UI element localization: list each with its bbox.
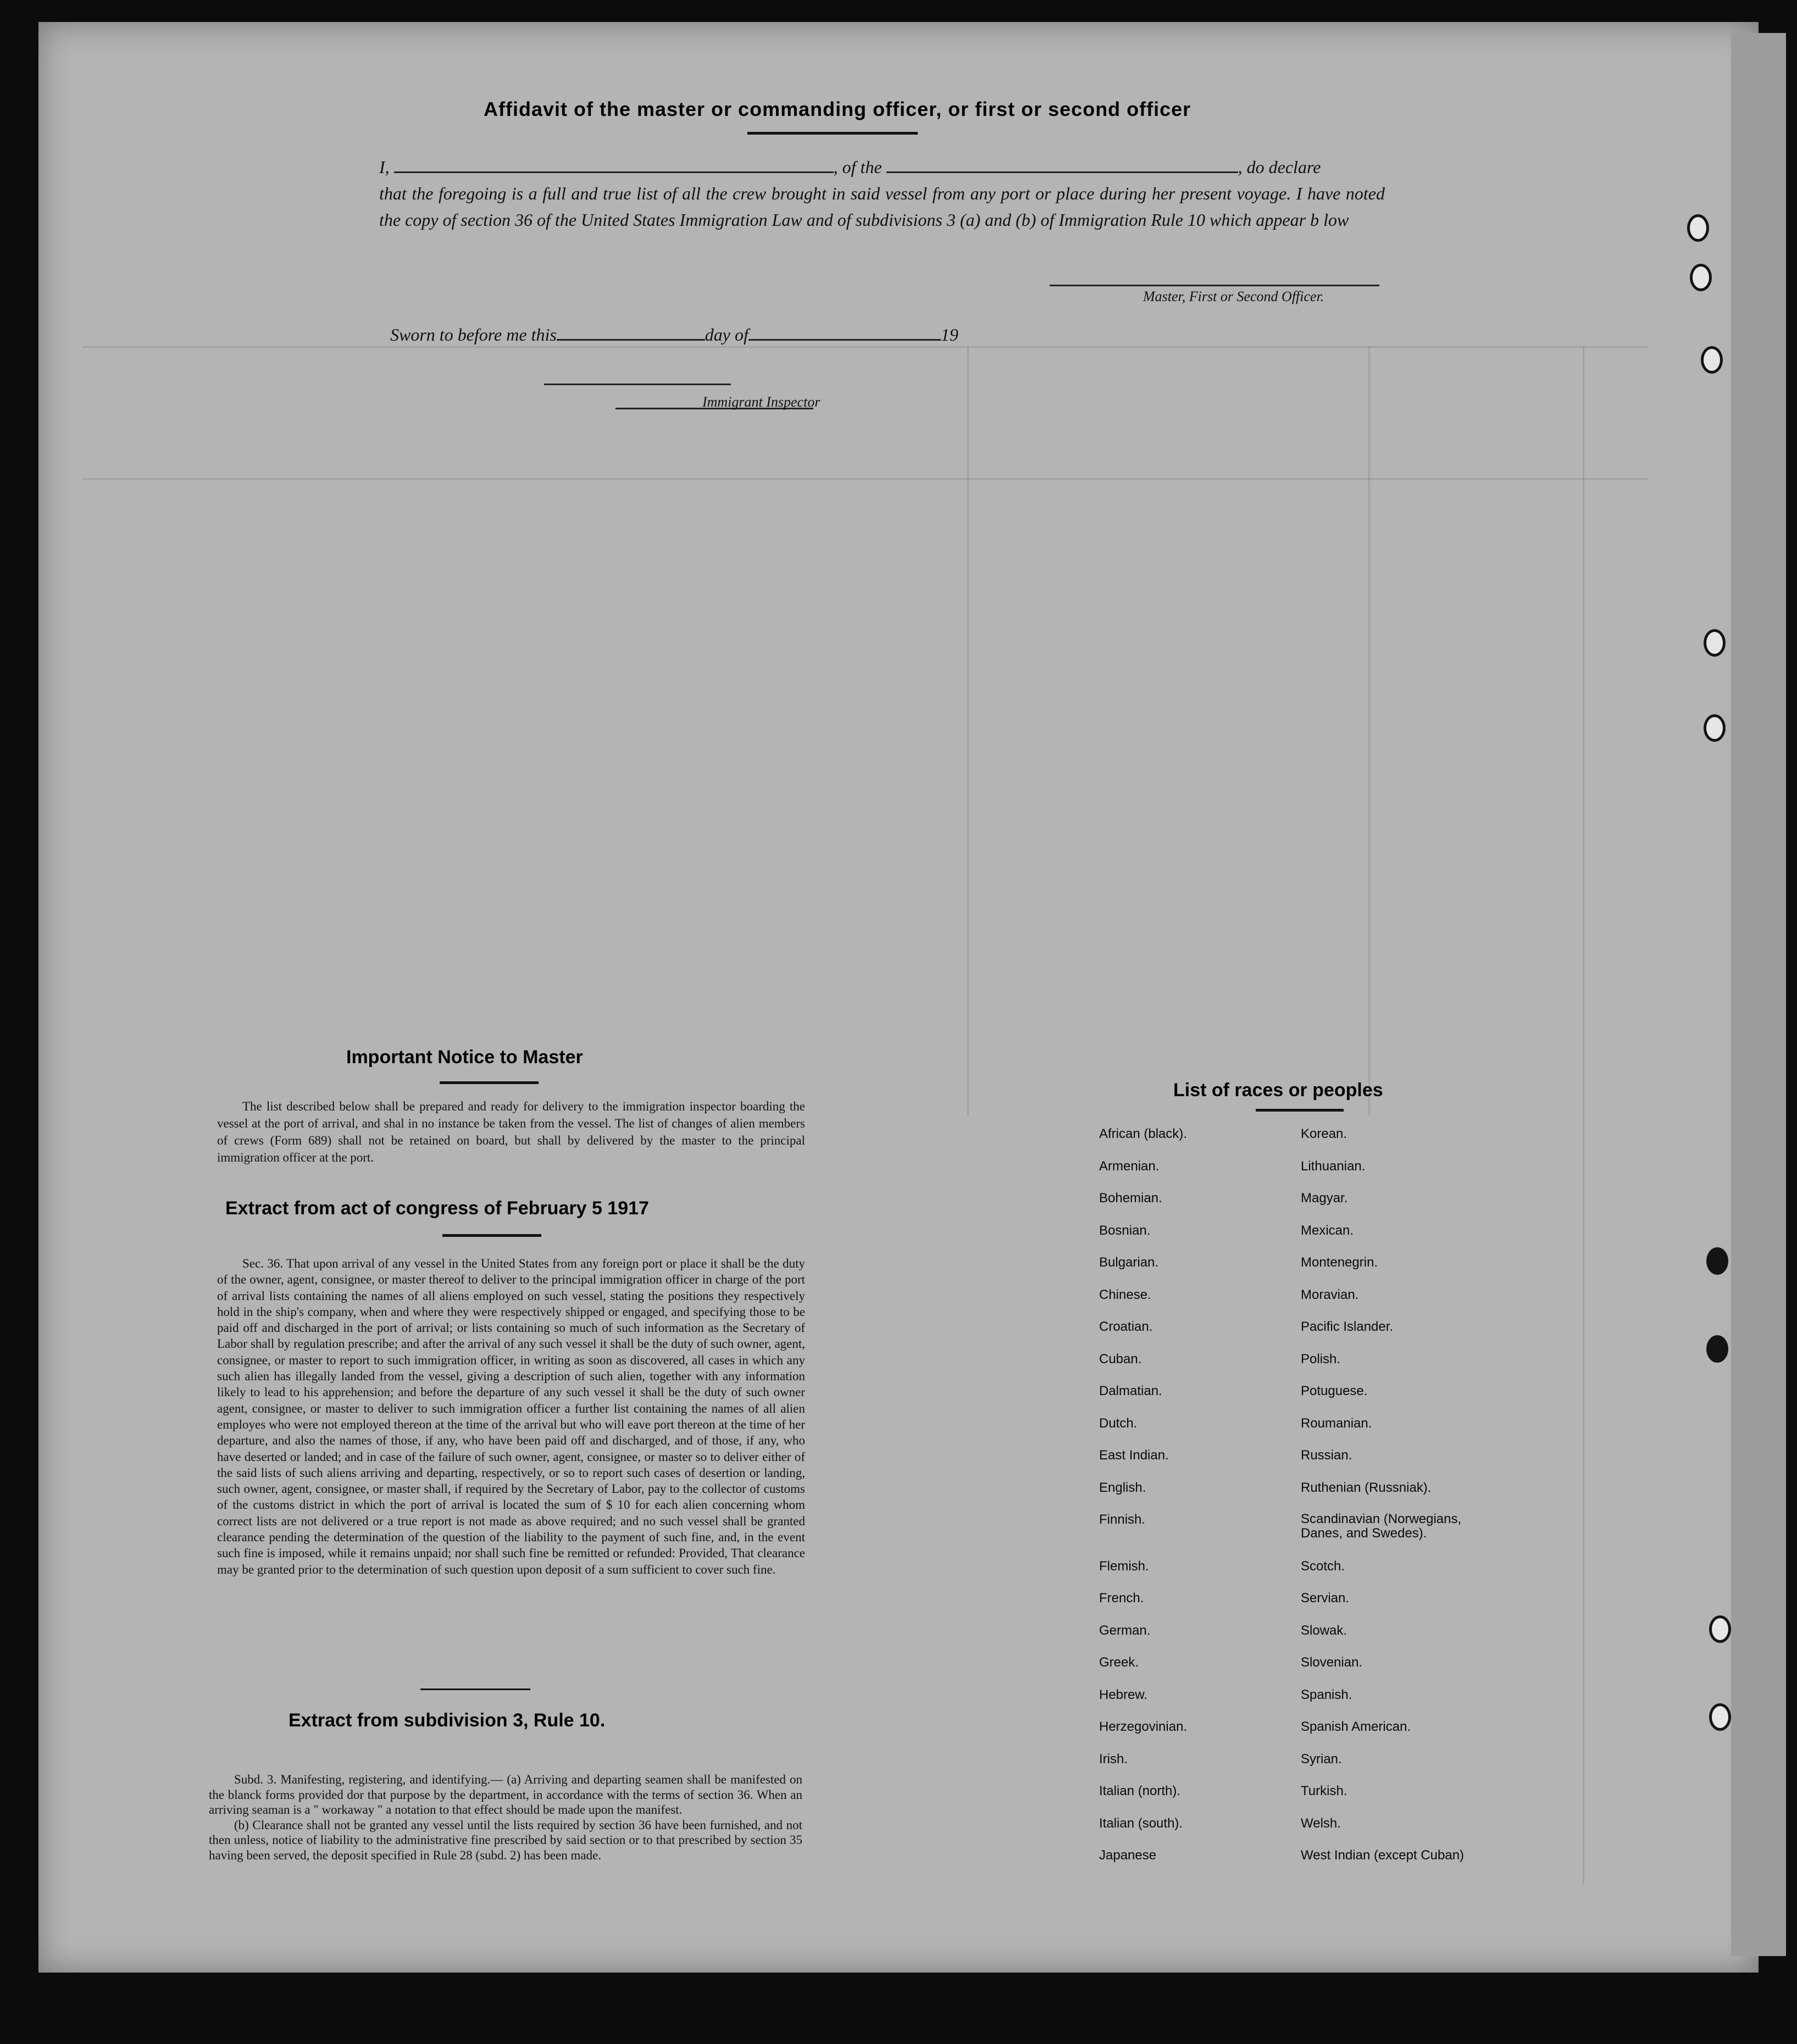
race-item-right: Korean. (1301, 1126, 1347, 1141)
race-item-right: Russian. (1301, 1448, 1352, 1463)
affidavit-declaration-line: I, , of the , do declare (379, 154, 1385, 180)
extract-rule-title: Extract from subdivision 3, Rule 10. (289, 1710, 606, 1731)
race-item-left: Armenian. (1099, 1158, 1160, 1174)
affidavit-statement: that the foregoing is a full and true list of all the crew brought in said vessel from any port or place during her present voyage. I have noted the copy of section 36 of the United States Immigration Law and of subdivisions 3 (a) and (b) of Immigration Rule 10 which appear b low (379, 184, 1385, 230)
page-edge (1731, 33, 1786, 1956)
punch-hole (1701, 346, 1723, 374)
race-item-left: Bulgarian. (1099, 1255, 1159, 1270)
bleed-through-rule (82, 478, 1649, 480)
race-item-left: Chinese. (1099, 1287, 1151, 1302)
race-item-left: Flemish. (1099, 1558, 1149, 1574)
inspector-label: Immigrant Inspector (702, 394, 820, 410)
punch-hole (1706, 1247, 1728, 1275)
title-underline (747, 132, 918, 135)
master-signature-label: Master, First or Second Officer. (1143, 288, 1324, 304)
race-item-left: Bohemian. (1099, 1191, 1162, 1206)
races-title: List of races or peoples (1173, 1080, 1383, 1101)
race-item-right: Spanish. (1301, 1687, 1352, 1702)
section-36-text: Sec. 36. That upon arrival of any vessel in the United States from any foreign port or place it shall be the duty of the owner, agent, consignee, or master thereof to deliver to the principal immigration officer in charge of the port of arrival lists containing the names of all aliens employed on such vessel, stating the positions they respectively hold in the ship's company, when and where they were respectively shipped or engaged, and specifying those to be paid off and discharged in the port of arrival; or lists containing so much of such information as the Secretary of Labor shall by regulation prescribe; and after the arrival of any such vessel it shall be the duty of such owner, agent, consignee, or master to report to such immigration officer, in writing as soon as discovered, all cases in which any such alien has illegally landed from the vessel, giving a description of such alien, together with any information likely to lead to his apprehension; and before the departure of any such vessel it shall be the duty of such owner agent, consignee, or master to deliver to such immigration officer a further list containing the names of all alien employes who were not employed thereon at the time of the arrival but who will eave port thereon at the time of her departure, and also the names of those, if any, who have been paid off and discharged, and of those, if any, who have deserted or landed; and in case of the failure of such owner, agent, consignee, or master so to deliver either of the said lists of such aliens arriving and departing, respectively, or so to report such cases of desertion or landing, such owner, agent, consignee, or master shall, if required by the Secretary of Labor, pay to the collector of customs of the customs district in which the port of arrival is located the sum of $ 10 for each alien concerning whom correct lists are not delivered or a true report is not made as above required; and no such vessel shall be granted clearance pending the determination of the question of the liability to the payment of such fine, and, in the event such fine is imposed, while it remains unpaid; nor shall such fine be remitted or refunded: Provided, That clearance may be granted prior to the determination of such question upon deposit of a sum sufficient to cover such fine. (217, 1257, 805, 1576)
bleed-through-rule (1368, 346, 1370, 1115)
race-item-left: Cuban. (1099, 1351, 1142, 1367)
punch-hole (1709, 1615, 1731, 1643)
race-item-right: Slowak. (1301, 1623, 1347, 1638)
subdivision-paragraph-b: (b) Clearance shall not be granted any vessel until the lists required by section 36 have been furnished, and not then unless, notice of liability to the administrative fine prescribed by said section or to that prescribed by section 35 having been served, the deposit specified in Rule 28 (subd. 2) has been made. (209, 1818, 802, 1862)
race-item-right: Roumanian. (1301, 1415, 1372, 1431)
race-item-left: Finnish. (1099, 1512, 1146, 1527)
race-item-right: Syrian. (1301, 1751, 1342, 1767)
bleed-through-rule (967, 346, 969, 1115)
race-item-left: East Indian. (1099, 1448, 1169, 1463)
affidavit-body (379, 154, 1385, 233)
race-item-left: Herzegovinian. (1099, 1719, 1188, 1734)
race-item-right: Servian. (1301, 1591, 1350, 1606)
punch-hole (1706, 1335, 1728, 1363)
race-item-right: Moravian. (1301, 1287, 1359, 1302)
race-item-left: Japanese (1099, 1848, 1157, 1863)
race-item-right: Spanish American. (1301, 1719, 1411, 1734)
race-item-left: African (black). (1099, 1126, 1188, 1141)
day-blank (557, 321, 705, 341)
race-item-right: Ruthenian (Russniak). (1301, 1480, 1432, 1495)
race-item-right: Scandinavian (Norwegians, Danes, and Swedes). (1301, 1512, 1462, 1541)
inspector-signature-line (544, 384, 731, 385)
race-item-right: Mexican. (1301, 1223, 1354, 1238)
extract-act-title: Extract from act of congress of February 5 1917 (225, 1198, 649, 1219)
race-item-right: Magyar. (1301, 1191, 1348, 1206)
race-item-right: Slovenian. (1301, 1655, 1363, 1670)
bleed-through-rule (82, 346, 1649, 348)
punch-hole (1704, 629, 1726, 657)
punch-hole (1709, 1703, 1731, 1731)
race-item-right: Potuguese. (1301, 1384, 1368, 1398)
punch-hole (1690, 264, 1712, 291)
master-signature-line (1050, 285, 1379, 286)
race-item-right: Pacific Islander. (1301, 1319, 1394, 1334)
notice-title: Important Notice to Master (346, 1047, 583, 1068)
race-item-right: Turkish. (1301, 1784, 1347, 1798)
race-item-left: Hebrew. (1099, 1687, 1148, 1702)
race-item-left: Croatian. (1099, 1319, 1153, 1334)
race-item-left: Italian (south). (1099, 1815, 1183, 1831)
race-item-right: Montenegrin. (1301, 1255, 1378, 1270)
race-item-left: Bosnian. (1099, 1223, 1151, 1238)
sworn-line: Sworn to before me this day of 19 (390, 321, 958, 345)
title-underline (442, 1234, 541, 1237)
bleed-through-rule (1583, 346, 1584, 1885)
month-blank (748, 321, 941, 341)
vessel-blank (886, 154, 1238, 173)
punch-hole (1687, 214, 1709, 242)
punch-hole (1704, 714, 1726, 742)
name-blank (394, 154, 834, 173)
race-item-left: English. (1099, 1480, 1146, 1495)
section-divider (420, 1688, 530, 1690)
subdivision-3-text (209, 1772, 802, 1863)
document-sheet (38, 22, 1759, 1973)
race-item-right: Welsh. (1301, 1815, 1341, 1831)
race-item-right: Scotch. (1301, 1558, 1345, 1574)
race-item-left: French. (1099, 1591, 1144, 1606)
subdivision-paragraph-a: Subd. 3. Manifesting, registering, and identifying.— (a) Arriving and departing seamen shall be manifested on the blanck forms provided dor that purpose by the department, in accordance with the terms of section 36. When an arriving seaman is a " workaway " a notation to that effect should be made upon the manifest. (209, 1773, 802, 1817)
race-item-left: German. (1099, 1623, 1151, 1638)
race-item-left: Greek. (1099, 1655, 1139, 1670)
affidavit-title: Affidavit of the master or commanding officer, or first or second officer (484, 98, 1191, 120)
race-item-right: Polish. (1301, 1351, 1341, 1367)
race-item-left: Dalmatian. (1099, 1384, 1162, 1398)
race-item-right: West Indian (except Cuban) (1301, 1848, 1465, 1863)
race-item-right: Lithuanian. (1301, 1158, 1366, 1174)
notice-text: The list described below shall be prepared and ready for delivery to the immigration inspector boarding the vessel at the port of arrival, and shal in no instance be taken from the vessel. The list of changes of alien members of crews (Form 689) shall not be retained on board, but shall by delivered by the master to the principal immigration officer at the port. (217, 1099, 805, 1164)
race-item-left: Italian (north). (1099, 1784, 1181, 1798)
title-underline (1256, 1109, 1344, 1112)
race-item-left: Irish. (1099, 1751, 1128, 1767)
race-item-left: Dutch. (1099, 1415, 1138, 1431)
title-underline (440, 1081, 539, 1084)
